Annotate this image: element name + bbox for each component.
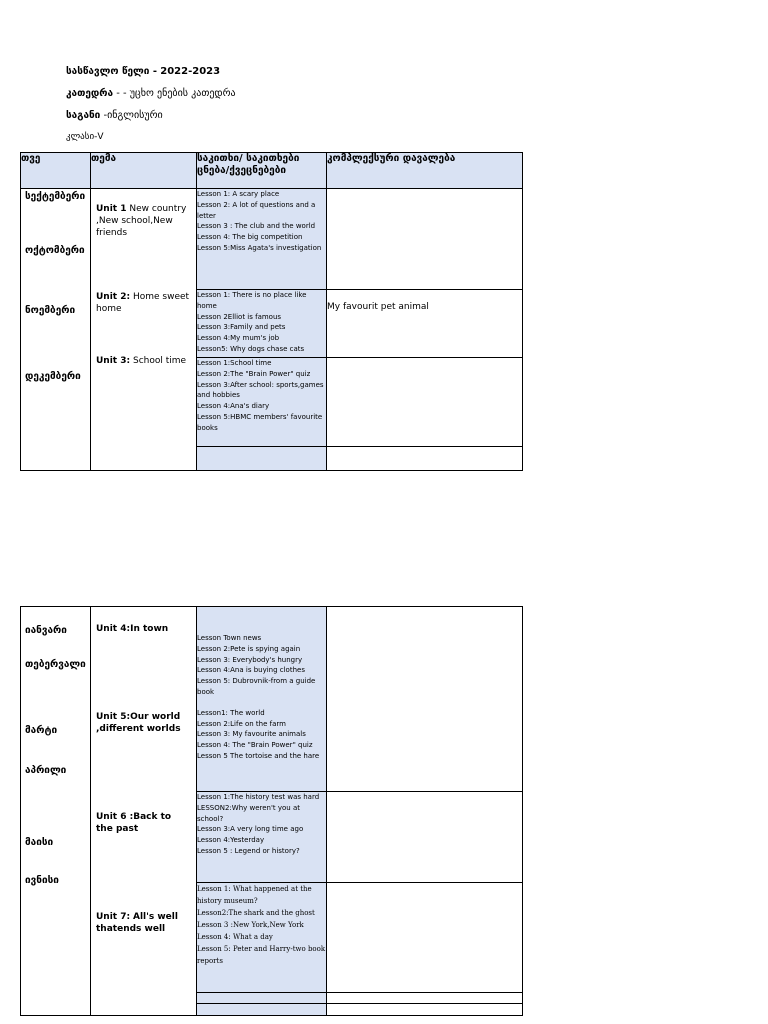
lessons-unit-4-5 — [197, 607, 327, 792]
empty-lesson-cell — [197, 447, 327, 471]
col-header-topics: საკითხი/ საკითხები ცნება/ქვეცნებები — [197, 153, 327, 189]
list-item: Lesson 4: What a day — [197, 933, 273, 941]
month-february: თებერვალი — [25, 659, 86, 670]
lessons-unit-7 — [197, 883, 327, 993]
units-cell-2 — [91, 607, 197, 1016]
lessons-unit-6 — [197, 792, 327, 883]
list-item: Lesson 3:Family and pets — [197, 323, 286, 332]
list-item: Lesson 5 : Legend or history? — [197, 846, 300, 855]
list-item: Lesson 2:Life on the farm — [197, 719, 286, 728]
list-item: Lesson 1:School time — [197, 359, 272, 367]
list-item: Lesson2:The shark and the ghost — [197, 909, 315, 917]
curriculum-table-2 — [20, 606, 523, 1016]
list-item: Lesson 2Elliot is famous — [197, 312, 282, 321]
list-item: Lesson5: Why dogs chase cats — [197, 344, 305, 353]
task-cell-2: My favourit pet animal — [327, 290, 523, 358]
month-november: ნოემბერი — [25, 305, 76, 316]
empty-task-cell — [327, 1004, 523, 1016]
list-item: Lesson 3 :New York,New York — [197, 921, 304, 929]
list-item: Lesson1: The world — [197, 708, 265, 717]
task-cell-5 — [327, 792, 523, 883]
months-cell-2 — [21, 607, 91, 1016]
lessons-unit-1 — [197, 189, 327, 290]
list-item: Lesson 1: A scary place — [197, 190, 280, 198]
table-row — [21, 607, 523, 792]
list-item: Lesson 3 : The club and the world — [197, 222, 316, 231]
department-value: - - უცხო ენების კათედრა — [116, 88, 236, 99]
month-january: იანვარი — [25, 625, 67, 636]
empty-task-cell — [327, 447, 523, 471]
department-line — [66, 88, 236, 99]
list-item: Lesson 1:The history test was hard — [197, 793, 320, 801]
subject-line — [66, 110, 163, 121]
list-item: LESSON2:Why weren't you at school? — [197, 803, 301, 823]
list-item: Lesson 2:The "Brain Power" quiz — [197, 369, 311, 378]
unit-3: Unit 3: School time — [96, 356, 187, 366]
curriculum-table-1 — [20, 152, 523, 471]
month-march: მარტი — [25, 725, 58, 736]
subject-label: საგანი — [66, 110, 101, 121]
department-label: კათედრა — [66, 88, 114, 99]
list-item: Lesson 4:Ana's diary — [197, 402, 270, 411]
list-item: Lesson 5:HBMC members' favourite books — [197, 412, 323, 432]
task-cell-4 — [327, 607, 523, 792]
month-june: ივნისი — [25, 875, 59, 886]
col-header-task: კომპლექსური დავალება — [327, 153, 523, 189]
units-cell — [91, 189, 197, 471]
list-item: Lesson 1: What happened at the history museum? — [197, 885, 312, 905]
class-line — [66, 132, 104, 142]
month-december: დეკემბერი — [25, 371, 81, 382]
school-year-line — [66, 66, 220, 77]
table-row — [21, 189, 523, 290]
empty-lesson-cell — [197, 1004, 327, 1016]
table-header-row — [21, 153, 523, 189]
list-item: Lesson 2:Pete is spying again — [197, 644, 301, 653]
list-item: Lesson 4: The big competition — [197, 233, 303, 242]
list-item: Lesson 3: My favourite animals — [197, 730, 306, 739]
list-item: Lesson 3: Everybody's hungry — [197, 655, 303, 664]
empty-lesson-cell — [197, 993, 327, 1004]
unit-1: Unit 1 New country ,New school,New friends — [96, 204, 187, 238]
month-september: სექტემბერი — [25, 191, 86, 202]
lessons-unit-2 — [197, 290, 327, 358]
lessons-unit-3 — [197, 358, 327, 447]
task-cell-3 — [327, 358, 523, 447]
list-item: Lesson 2: A lot of questions and a letter — [197, 200, 316, 220]
month-may: მაისი — [25, 837, 54, 848]
task-cell-1 — [327, 189, 523, 290]
class-value: კლასი-V — [66, 132, 104, 142]
col-header-month: თვე — [21, 153, 91, 189]
list-item: Lesson 3:A very long time ago — [197, 825, 304, 834]
unit-4: Unit 4:In town — [96, 624, 169, 634]
unit-2: Unit 2: Home sweet home — [96, 292, 190, 314]
unit-7: Unit 7: All's well thatends well — [96, 912, 178, 934]
school-year-value: 2022-2023 — [160, 66, 221, 77]
school-year-label: სასწავლო წელი - — [66, 66, 158, 77]
list-item: Lesson 4:Yesterday — [197, 836, 265, 845]
unit-5: Unit 5:Our world ,different worlds — [96, 712, 181, 734]
list-item: Lesson 3:After school: sports,games and hobbies — [197, 380, 324, 400]
col-header-theme: თემა — [91, 153, 197, 189]
list-item: Lesson Town news — [197, 634, 262, 642]
month-april: აპრილი — [25, 765, 67, 776]
months-cell — [21, 189, 91, 471]
subject-value: -ინგლისური — [103, 110, 163, 121]
month-october: ოქტომბერი — [25, 245, 85, 256]
list-item: Lesson 5: Peter and Harry-two book reports — [197, 945, 326, 965]
list-item: Lesson 1: There is no place like home — [197, 291, 307, 310]
list-item: Lesson 5:Miss Agata's investigation — [197, 243, 322, 252]
empty-task-cell — [327, 993, 523, 1004]
list-item: Lesson 4:My mum's job — [197, 334, 280, 343]
list-item: Lesson 4: The "Brain Power" quiz — [197, 741, 313, 750]
task-cell-6 — [327, 883, 523, 993]
list-item: Lesson 4:Ana is buying clothes — [197, 666, 305, 675]
unit-6: Unit 6 :Back to the past — [96, 812, 172, 834]
list-item: Lesson 5 The tortoise and the hare — [197, 751, 320, 760]
list-item: Lesson 5: Dubrovnik-from a guide book — [197, 677, 316, 696]
